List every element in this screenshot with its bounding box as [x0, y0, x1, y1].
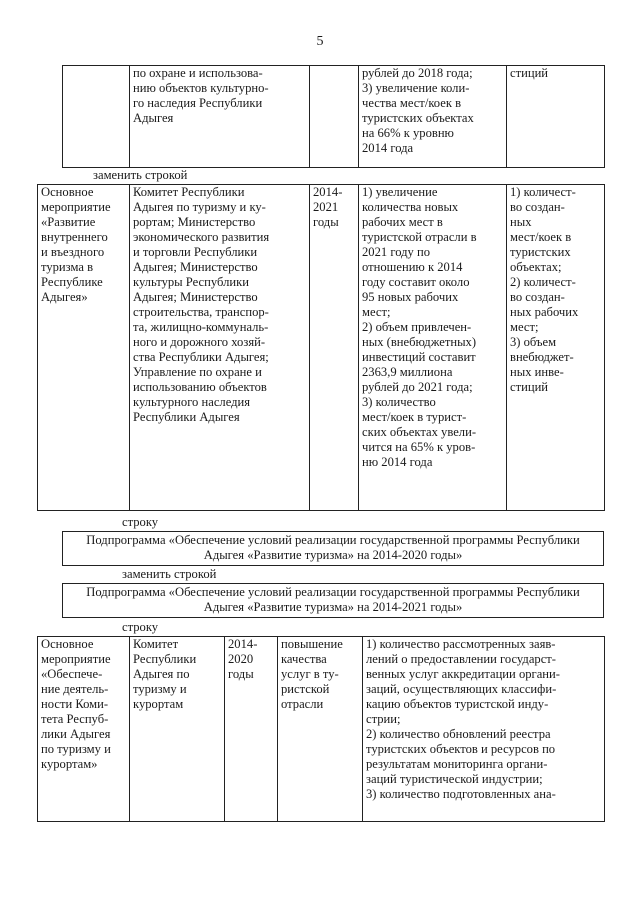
table-main-event [37, 184, 605, 511]
row-label: строку [122, 620, 159, 634]
subprogram-new: Подпрограмма «Обеспечение условий реализации государственной программы Республики Адыгея «Развитие туризма» на 2014-2021 годы» [62, 583, 604, 618]
table-row [63, 66, 605, 168]
table-cell: Комитет Республики Адыгея по туризму и курортам [130, 637, 225, 822]
table-cell: Основное мероприятие «Обеспече- ние деятель- ности Коми- тета Респуб- лики Адыгея по туризму и курортам» [38, 637, 130, 822]
table-cell: повышение качества услуг в ту- ристской отрасли [278, 637, 363, 822]
table-cell: Основное мероприятие «Развитие внутреннего и въездного туризма в Республике Адыгея» [38, 185, 130, 511]
table-cell: 1) количество рассмотренных заяв- лений о предоставлении государст- венных услуг аккредитации органи- заций, осуществляющих классифи- кацию объектов туристской инду- стрии; 2) количество обновлений реестра туристских объектов и ресурсов по результатам мониторинга органи- заций туристической индустрии; 3) количество подготовленных ана- [363, 637, 605, 822]
table-row [38, 637, 605, 822]
table-cell [63, 66, 130, 168]
table-cell [310, 66, 359, 168]
table-continuation [62, 65, 605, 168]
row-label: строку [122, 515, 159, 529]
table-cell: по охране и использова- нию объектов культурно- го наследия Республики Адыгея [130, 66, 310, 168]
table-cell: стиций [507, 66, 605, 168]
table-bottom-event [37, 636, 605, 822]
table-row [38, 185, 605, 511]
table-cell: 2014- 2020 годы [225, 637, 278, 822]
subprogram-old: Подпрограмма «Обеспечение условий реализации государственной программы Республики Адыгея «Развитие туризма» на 2014-2020 годы» [62, 531, 604, 566]
table-cell: 2014- 2021 годы [310, 185, 359, 511]
table-cell: 1) увеличение количества новых рабочих мест в туристской отрасли в 2021 году по отношению к 2014 году составит около 95 новых рабочих мест; 2) объем привлечен- ных (внебюджетных) инвестиций составит 2363,9 миллиона рублей до 2021 года; 3) количество мест/коек в турист- ских объектах увели- чится на 65% к уров- ню 2014 года [359, 185, 507, 511]
table-cell: рублей до 2018 года; 3) увеличение коли- чества мест/коек в туристских объектах на 66% к уровню 2014 года [359, 66, 507, 168]
table-cell: 1) количест- во создан- ных мест/коек в туристских объектах; 2) количест- во создан- ных рабочих мест; 3) объем внебюджет- ных инве- стиций [507, 185, 605, 511]
replace-label: заменить строкой [93, 168, 188, 182]
page-number: 5 [316, 34, 324, 49]
replace-label: заменить строкой [122, 567, 217, 581]
table-cell: Комитет Республики Адыгея по туризму и ку- рортам; Министерство экономического развития и торговли Республики Адыгея; Министерство культуры Республики Адыгея; Министерство строительства, транспор- та, жилищно-коммуналь- ного и дорожного хозяй- ства Республики Адыгея; Управление по охране и использованию объектов культурного наследия Республики Адыгея [130, 185, 310, 511]
